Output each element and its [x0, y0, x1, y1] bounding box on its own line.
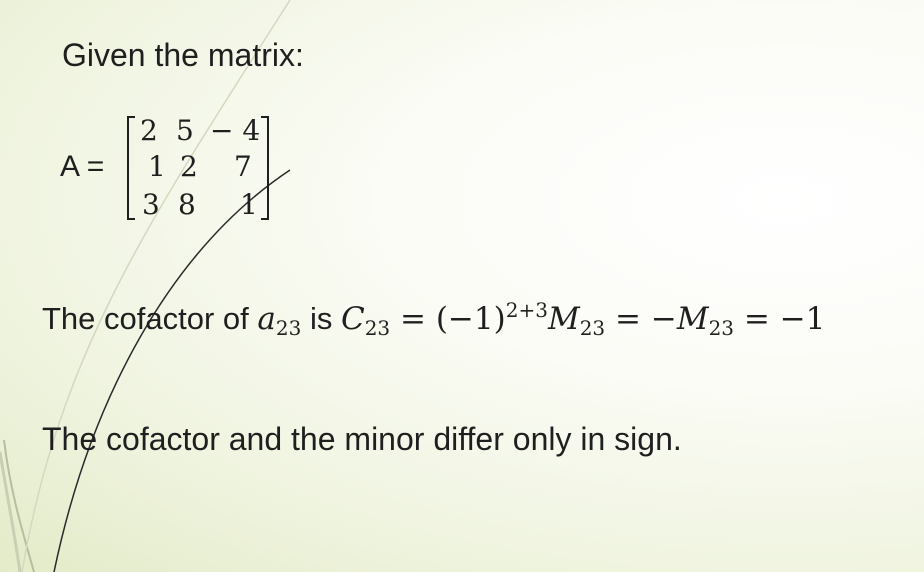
matrix-cell: 1 [148, 150, 166, 183]
matrix-row-2 [134, 152, 264, 182]
matrix-cell: 3 [142, 188, 160, 221]
matrix-cell: 2 [180, 150, 198, 183]
sign-exponent: 2+3 [505, 298, 548, 322]
matrix-label: A = [60, 150, 105, 183]
negation: = − [605, 301, 677, 337]
minor-subscript: 23 [708, 316, 735, 340]
is-text: is [301, 301, 341, 336]
matrix-row-1 [134, 116, 264, 146]
element-subscript: 23 [275, 316, 302, 340]
cofactor-subscript: 23 [364, 316, 391, 340]
matrix-cell: 1 [240, 188, 258, 221]
matrix-cell: 2 [140, 114, 158, 147]
matrix-cell: 8 [178, 188, 196, 221]
intro-text: Given the matrix: [62, 37, 304, 73]
minor-variable: M [676, 301, 709, 337]
matrix-cell: − 4 [210, 114, 261, 147]
element-variable: a [257, 301, 276, 337]
result-value: = −1 [734, 301, 826, 337]
cofactor-statement [42, 290, 825, 348]
cofactor-prefix: The cofactor of [42, 301, 258, 336]
cofactor-variable: C [340, 301, 365, 337]
matrix-cell: 5 [176, 114, 194, 147]
minor-subscript: 23 [579, 316, 606, 340]
matrix-row-3 [134, 190, 264, 220]
sign-factor: = (−1) [390, 301, 506, 337]
matrix-cell: 7 [234, 150, 252, 183]
minor-variable: M [547, 301, 580, 337]
conclusion-text: The cofactor and the minor differ only in sign. [42, 421, 682, 457]
